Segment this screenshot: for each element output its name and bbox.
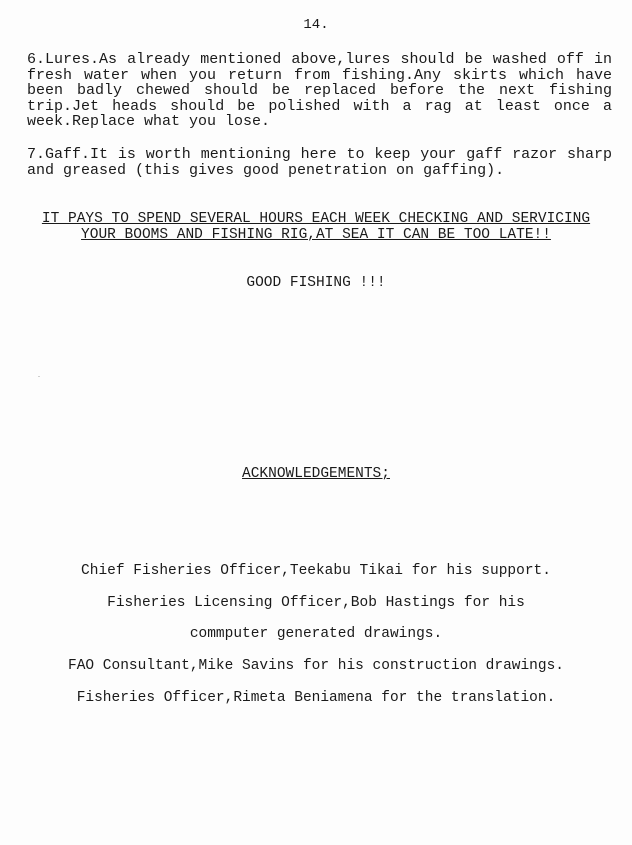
scan-speck [38, 376, 40, 377]
gaff-paragraph: 7.Gaff.It is worth mentioning here to keep your gaff razor sharp and greased (this gives good penetration on gaffing). [27, 146, 612, 179]
credit-line: Chief Fisheries Officer,Teekabu Tikai for his support. [81, 563, 551, 579]
maintenance-warning: IT PAYS TO SPEND SEVERAL HOURS EACH WEEK CHECKING AND SERVICING YOUR BOOMS AND FISHING RIG,AT SEA IT CAN BE TOO LATE!! [41, 211, 591, 243]
credit-line: commputer generated drawings. [189, 626, 443, 642]
page-number: 14. [303, 17, 329, 33]
credit-line: Fisheries Licensing Officer,Bob Hastings for his [107, 595, 525, 611]
lures-paragraph: 6.Lures.As already mentioned above,lures should be washed off in fresh water when you return from fishing.Any skirts which have been badly chewed should be replaced before the next fishing trip.Jet heads should be polished with a rag at least once a week.Replace what you lose. [27, 51, 612, 130]
good-fishing-sign-off: GOOD FISHING !!! [246, 275, 386, 291]
credit-line: FAO Consultant,Mike Savins for his construction drawings. [68, 658, 564, 674]
acknowledgements-heading: ACKNOWLEDGEMENTS; [242, 466, 390, 482]
credit-line: Fisheries Officer,Rimeta Beniamena for the translation. [76, 690, 556, 706]
